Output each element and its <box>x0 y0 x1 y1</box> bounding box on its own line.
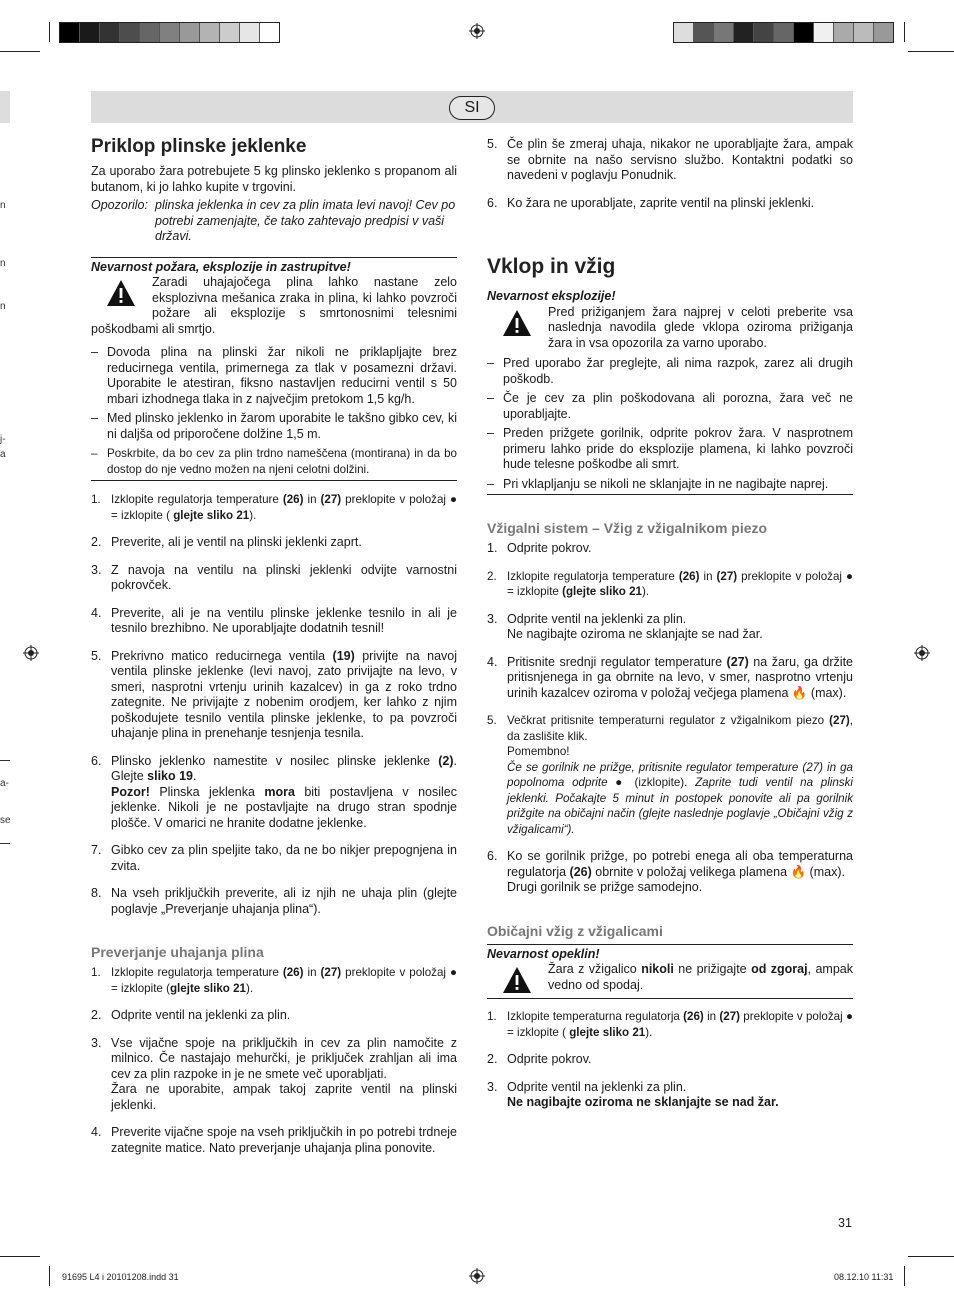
edge-fragment: a <box>0 449 6 460</box>
step-text: Vse vijačne spoje na priključkih in cev za plin namočite z milnico. Če nastajajo mehurčki, je priključek zrahljan ali ima cev za plin razpoke in je ne smete več uporabljati. Žara ne uporabite, ampak takoj zaprite ventil na plinski jeklenki. <box>111 1035 457 1112</box>
warning-text: Pred prižiganjem žara najprej v celoti preberite vsa naslednja navodila glede vklopa oziroma prižiganja žara in vsa opozorila za varno uporabo. <box>548 304 853 350</box>
numbered-step <box>91 606 457 637</box>
step-number: 6. <box>487 195 498 210</box>
step-text: Preverite, ali je ventil na plinski jeklenki zaprt. <box>111 535 362 549</box>
step-number: 3. <box>487 1079 498 1094</box>
step-text: Odprite ventil na jeklenki za plin. Ne nagibajte oziroma ne sklanjajte se nad žar. <box>507 611 763 641</box>
numbered-step <box>487 1080 853 1111</box>
crop-mark <box>904 1266 905 1286</box>
numbered-step <box>487 713 853 837</box>
bleed-bar <box>0 91 10 123</box>
burn-warning-text: Žara z vžigalico nikoli ne prižigajte od zgoraj, ampak vedno od spodaj. <box>548 962 853 992</box>
list-item: – Med plinsko jeklenko in žarom uporabite le takšno gibko cev, ki ni daljša od priporočene dolžine 1,5 m. <box>91 411 457 442</box>
section-heading-ignition: Vklop in vžig <box>487 255 616 278</box>
step-number: 6. <box>487 849 498 863</box>
numbered-step <box>91 1008 457 1024</box>
step-text: Prekrivno matico reducirnega ventila (19) privijte na navoj ventila plinske jeklenke (levi navoj, zato privijajte na levo, v smeri, nasprotni vrtenju urinih kazalcev) in ga z roko trdno zategnite. Ne privijajte z nobenim orodjem, ker lahko z njim poškodujete tesnilo ventila plinske jeklenke, to pa povzroči uhajanje plina in prenehanje tesnjenja tesnila. <box>111 648 457 740</box>
numbered-step <box>487 541 853 557</box>
edge-fragment: se <box>0 815 11 826</box>
registration-mark-icon <box>469 23 485 39</box>
registration-mark-icon <box>914 645 930 661</box>
step-text: Ko žara ne uporabljate, zaprite ventil na plinski jeklenki. <box>507 195 815 210</box>
subheading-matches: Običajni vžig z vžigalicami <box>487 922 663 939</box>
step-number: 5. <box>91 648 102 663</box>
numbered-step <box>91 754 457 832</box>
leak-check-steps-continued <box>487 137 853 211</box>
step-number: 3. <box>91 1035 102 1050</box>
step-number: 5. <box>487 137 498 151</box>
numbered-step <box>487 612 853 643</box>
numbered-step <box>91 1125 457 1156</box>
warning-text: Zaradi uhajajočega plina lahko nastane zelo eksplozivna mešanica zraka in plina, ki lahko povzroči požare ali eksplozije s smrtonosnimi telesnimi poškodbami ali smrtjo. <box>91 275 457 336</box>
edge-rule <box>0 760 10 761</box>
intro-paragraph: Za uporabo žara potrebujete 5 kg plinsko jeklenko s propanom ali butanom, ki jo lahko kupite v trgovini. <box>91 164 457 194</box>
step-number: 2. <box>91 1008 102 1022</box>
step-number: 2. <box>487 569 497 583</box>
crop-mark <box>908 51 954 52</box>
step-number: 5. <box>487 714 497 727</box>
leak-check-steps <box>91 965 457 1156</box>
subheading-piezo: Vžigalni sistem – Vžig z vžigalnikom piezo <box>487 520 768 536</box>
edge-fragment: n <box>0 258 6 269</box>
numbered-step <box>487 1052 853 1068</box>
list-item: – Pred uporabo žar preglejte, ali nima razpok, zarez ali drugih poškodb. <box>487 356 853 387</box>
connection-steps <box>91 492 457 917</box>
numbered-step <box>91 965 457 996</box>
numbered-step <box>487 1009 853 1040</box>
list-item: – Preden prižgete gorilnik, odprite pokrov žara. V nasprotnem primeru lahko pride do eksplozije plamena, ki lahko povzroči hude telesne poškodbe ali smrt. <box>487 426 853 473</box>
warning-title: Nevarnost eksplozije! <box>487 289 616 303</box>
step-text: Če plin še zmeraj uhaja, nikakor ne uporabljajte žara, ampak se obrnite na našo servisno službo. Kontaktni podatki so navedeni v poglavju Ponudnik. <box>507 137 853 182</box>
warning-triangle-icon <box>106 279 136 307</box>
step-number: 4. <box>91 1125 102 1139</box>
burn-warning-title: Nevarnost opeklin! <box>487 946 600 961</box>
step-number: 1. <box>487 541 498 555</box>
language-badge: SI <box>449 96 495 120</box>
step-number: 6. <box>91 753 102 768</box>
step-text: Večkrat pritisnite temperaturni regulator z vžigalnikom piezo (27), da zaslišite klik. Pomembno! Če se gorilnik ne prižge, pritisnite regulator temperature (27) in ga popolnoma odprite ● (izklopite). Zaprite tudi ventil na plinski jeklenki. Počakajte 5 minut in postopek ponovite ali pa gorilnik prižgite na običajni način (glejte naslednje poglavje „Običajni vžig z vžigalicami“). <box>507 714 853 836</box>
warning-triangle-icon <box>502 309 532 337</box>
step-number: 2. <box>91 535 102 549</box>
safety-list <box>91 345 457 477</box>
numbered-step <box>91 535 457 551</box>
step-text: Odprite ventil na jeklenki za plin. Ne nagibajte oziroma ne sklanjajte se nad žar. <box>507 1079 779 1109</box>
numbered-step <box>487 569 853 600</box>
crop-mark <box>904 22 905 42</box>
numbered-step <box>91 649 457 742</box>
step-text: Ko se gorilnik prižge, po potrebi enega ali oba temperaturna regulatorja (26) obrnite v položaj velikega plamena 🔥 (max). Drugi gorilnik se prižge samodejno. <box>507 849 853 894</box>
warning-block <box>487 305 853 352</box>
step-number: 4. <box>487 654 498 669</box>
step-text: Izklopite temperaturna regulatorja (26) in (27) preklopite v položaj ● = izklopite ( glejte sliko 21). <box>507 1010 853 1039</box>
list-item: – Dovoda plina na plinski žar nikoli ne priklapljajte brez reducirnega ventila, primernega za tlak v posamezni državi. Uporabite le atestiran, fiksno nastavljen reducirni ventil s 50 mbari izhodnega tlaka in z največjim pretokom 1,5 kg/h. <box>91 345 457 407</box>
numbered-step <box>487 137 853 184</box>
color-bar-right <box>673 22 894 43</box>
step-number: 1. <box>91 966 101 979</box>
step-number: 1. <box>487 1010 497 1023</box>
piezo-steps <box>487 541 853 896</box>
subheading-leak-check: Preverjanje uhajanja plina <box>91 944 264 960</box>
edge-fragment: n <box>0 200 6 211</box>
list-item: – Poskrbite, da bo cev za plin trdno nameščena (montirana) in da bo dostop do nje vedno možen na njeni celotni dolžini. <box>91 446 457 477</box>
section-heading: Priklop plinske jeklenke <box>91 136 307 157</box>
numbered-step <box>487 655 853 702</box>
step-text: Preverite vijačne spoje na vseh priključkih in po potrebi trdneje zategnite matice. Nato preverjanje uhajanja plina ponovite. <box>111 1125 457 1155</box>
footer-file: 91695 L4 i 20101208.indd 31 <box>62 1272 179 1282</box>
step-text: Odprite ventil na jeklenki za plin. <box>111 1008 291 1022</box>
color-bar-left <box>59 22 280 43</box>
crop-mark <box>0 51 40 52</box>
note-block <box>91 198 457 245</box>
step-number: 4. <box>91 605 102 620</box>
warning-triangle-icon <box>502 966 532 994</box>
crop-mark <box>49 22 50 42</box>
numbered-step <box>487 849 853 896</box>
step-text: Odprite pokrov. <box>507 541 592 555</box>
step-number: 2. <box>487 1052 498 1066</box>
step-text: Pritisnite srednji regulator temperature (27) na žaru, ga držite pritisnjenega in ga obrnite na levo, v smer, nasprotno vrtenju urinih kazalcev oziroma v položaj večjega plamena 🔥 (max). <box>507 654 854 700</box>
step-number: 1. <box>91 493 101 506</box>
numbered-step <box>487 196 853 212</box>
edge-fragment: j- <box>0 434 6 445</box>
footer-date: 08.12.10 11:31 <box>834 1272 894 1282</box>
edge-fragment: a- <box>0 778 9 789</box>
step-text: Plinsko jeklenko namestite v nosilec plinske jeklenke (2). Glejte sliko 19. Pozor! Plinska jeklenka mora biti postavljena v nosilec jeklenke. Nikoli je ne postavljajte na drugo stran spodnje plošče. V omarici ne hranite dodatne jeklenke. <box>111 753 457 830</box>
step-text: Odprite pokrov. <box>507 1052 592 1066</box>
warning-block <box>91 275 457 337</box>
step-text: Izklopite regulatorja temperature (26) in (27) preklopite v položaj ● = izklopite (glejte sliko 21). <box>111 966 457 995</box>
step-number: 3. <box>91 562 102 577</box>
numbered-step <box>91 1036 457 1114</box>
numbered-step <box>91 492 457 523</box>
step-number: 7. <box>91 843 102 857</box>
list-item: – Pri vklapljanju se nikoli ne sklanjajte in ne nagibajte naprej. <box>487 477 853 493</box>
burn-warning-block <box>487 962 853 993</box>
note-label: Opozorilo: <box>91 198 148 212</box>
note-text: plinska jeklenka in cev za plin imata levi navoj! Cev po potrebi zamenjajte, če tako zahtevajo predpisi v vaši državi. <box>155 198 456 243</box>
edge-rule <box>0 843 10 844</box>
left-column <box>91 136 457 1156</box>
crop-mark <box>49 1266 50 1286</box>
right-column <box>487 137 853 1111</box>
step-number: 8. <box>91 886 102 900</box>
numbered-step <box>91 563 457 594</box>
step-text: Izklopite regulatorja temperature (26) in (27) preklopite v položaj ● = izklopite (glejte sliko 21). <box>507 569 853 598</box>
step-text: Izklopite regulatorja temperature (26) in (27) preklopite v položaj ● = izklopite ( glejte sliko 21). <box>111 493 457 522</box>
step-text: Z navoja na ventilu na plinski jeklenki odvijte varnostni pokrovček. <box>111 562 457 592</box>
numbered-step <box>91 843 457 874</box>
registration-mark-icon <box>23 645 39 661</box>
warning-title: Nevarnost požara, eksplozije in zastrupitve! <box>91 259 351 274</box>
numbered-step <box>91 886 457 917</box>
step-text: Na vseh priključkih preverite, ali iz njih ne uhaja plin (glejte poglavje „Preverjanje uhajanja plina“). <box>111 886 457 916</box>
step-text: Preverite, ali je na ventilu plinske jeklenke tesnilo in ali je tesnilo brezhibno. Ne uporabljajte dodatnih tesnil! <box>111 605 457 635</box>
safety-list <box>487 356 853 492</box>
match-ignition-steps <box>487 1009 853 1111</box>
edge-fragment: n <box>0 301 6 312</box>
registration-mark-icon <box>469 1268 485 1284</box>
list-item: – Če je cev za plin poškodovana ali porozna, žara več ne uporabljajte. <box>487 391 853 422</box>
step-text: Gibko cev za plin speljite tako, da ne bo nikjer prepognjena in zvita. <box>111 843 457 873</box>
page-number: 31 <box>838 1216 852 1230</box>
crop-mark <box>908 1256 954 1257</box>
crop-mark <box>0 1256 40 1257</box>
step-number: 3. <box>487 611 498 626</box>
